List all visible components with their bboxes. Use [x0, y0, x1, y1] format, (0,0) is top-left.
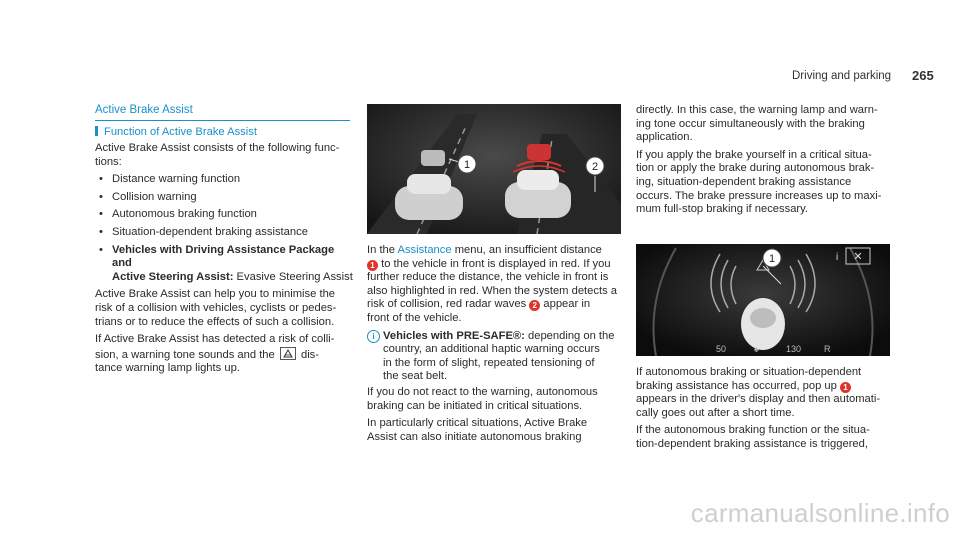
list-item: • Autonomous braking function: [95, 208, 355, 222]
intro-text: [95, 142, 355, 376]
text-line: tion or apply the brake during autonomous brak-: [636, 162, 875, 175]
paragraph: [95, 333, 355, 376]
info-icon: i: [367, 330, 380, 343]
callout-1: 1: [768, 253, 776, 265]
bold-text: Active Steering Assist:: [112, 270, 234, 283]
road-illustration: [367, 104, 621, 234]
close-icon: ✕: [853, 251, 863, 263]
text-line: tance warning lamp lights up.: [95, 362, 240, 375]
text-line: [95, 347, 355, 363]
paragraph: [367, 417, 625, 444]
text: appear in: [540, 298, 591, 311]
list-item: • Distance warning function: [95, 173, 355, 187]
bold-text: Vehicles with Driving Assistance Package and: [112, 243, 335, 270]
subsection-title: [95, 126, 257, 140]
text-line: If you do not react to the warning, autonomous: [367, 385, 598, 398]
gear-indicator: R: [824, 344, 831, 354]
paragraph: [367, 386, 625, 413]
text-line: tion-dependent braking assistance is triggered,: [636, 437, 868, 450]
text: Evasive Steering Assist: [233, 270, 353, 283]
seat-belt-icon: ♠: [754, 344, 759, 354]
speed-right: 130: [786, 344, 802, 354]
note-block: [367, 330, 625, 384]
callout-1: 1: [463, 159, 471, 171]
subsection-marker: [95, 126, 98, 136]
text-line: in the form of slight, repeated tensioning of: [383, 356, 595, 369]
text-line: ing, situation-dependent braking assistance: [636, 175, 852, 188]
text-line: tions:: [95, 155, 122, 168]
text-line: occurs. The brake pressure increases up to maxi-: [636, 189, 882, 202]
text-line: [367, 258, 625, 272]
list-item: [95, 244, 355, 271]
text-line: [636, 380, 894, 394]
callout-badge-1: 1: [367, 260, 378, 271]
text-line: appears in the driver's display and then automati-: [636, 393, 881, 406]
subsection-title-text: Function of Active Brake Assist: [104, 126, 257, 138]
text-line: also highlighted in red. When the system detects a: [367, 284, 617, 297]
section-title: Active Brake Assist: [95, 104, 350, 121]
text-line: If the autonomous braking function or the situa-: [636, 424, 870, 437]
bold-text: Vehicles with PRE-SAFE®:: [383, 329, 525, 342]
assistance-link[interactable]: Assistance: [397, 244, 452, 256]
speed-left: 50: [716, 344, 727, 354]
text-line: Active Brake Assist can help you to minimise the: [95, 288, 336, 301]
text-line: In particularly critical situations, Active Brake: [367, 417, 588, 430]
callout-badge-1: 1: [840, 382, 851, 393]
list-item: • Situation-dependent braking assistance: [95, 226, 355, 240]
section-header: Driving and parking: [792, 70, 892, 82]
text: risk of collision, red radar waves: [367, 298, 530, 311]
page-number: 265: [912, 68, 934, 83]
info-label: i: [836, 252, 839, 263]
text-line: mum full-stop braking if necessary.: [636, 203, 809, 216]
text-line: country, an additional haptic warning occurs: [383, 343, 600, 356]
text-line: ing tone occur simultaneously with the braking: [636, 117, 865, 130]
car-top-icon: [741, 298, 785, 350]
callout-2: 2: [591, 161, 599, 173]
text-line: If you apply the brake yourself in a critical situa-: [636, 148, 872, 161]
text: dis-: [297, 348, 319, 361]
text: menu, an insufficient distance: [451, 244, 602, 256]
text-line: risk of a collision with vehicles, cyclists or pedes-: [95, 301, 337, 314]
text-line: Assist can also initiate autonomous braking: [367, 430, 582, 443]
list-item-continuation: [95, 271, 355, 285]
text-line: further reduce the distance, the vehicle in front is: [367, 271, 609, 284]
text-line: application.: [636, 131, 693, 144]
text: depending on the: [524, 329, 615, 342]
text-line: [367, 298, 625, 312]
warning-lamp-icon: [280, 347, 296, 360]
list-item: • Collision warning: [95, 191, 355, 205]
column-right-lower: [636, 366, 894, 452]
text-line: trians or to reduce the effects of such a collision.: [95, 315, 335, 328]
text-line: [383, 330, 625, 344]
callout-badge-2: 2: [529, 300, 540, 311]
text-line: [367, 244, 625, 258]
text-line: Active Brake Assist consists of the following func-: [95, 142, 340, 154]
text: braking assistance has occurred, pop up: [636, 379, 837, 392]
illustration-driver-display: [636, 244, 890, 356]
display-illustration: [636, 244, 890, 356]
text-line: the seat belt.: [383, 370, 448, 383]
column-middle: [367, 244, 625, 444]
paragraph: [636, 424, 894, 451]
paragraph: [636, 149, 894, 217]
text-line: braking can be initiated in critical situations.: [367, 399, 583, 412]
paragraph: [95, 288, 355, 329]
watermark: carmanualsonline.info: [690, 498, 950, 528]
text-line: If autonomous braking or situation-dependent: [636, 366, 862, 378]
text: In the: [367, 244, 398, 256]
text-line: directly. In this case, the warning lamp and warn-: [636, 104, 878, 116]
text-line: front of the vehicle.: [367, 311, 462, 324]
text-line: If Active Brake Assist has detected a risk of colli-: [95, 333, 335, 346]
illustration-road-vehicles: [367, 104, 621, 234]
text-line: cally goes out after a short time.: [636, 406, 795, 419]
column-right: [636, 104, 894, 217]
text: to the vehicle in front is displayed in red. If you: [378, 257, 611, 270]
text: sion, a warning tone sounds and the: [95, 348, 275, 361]
